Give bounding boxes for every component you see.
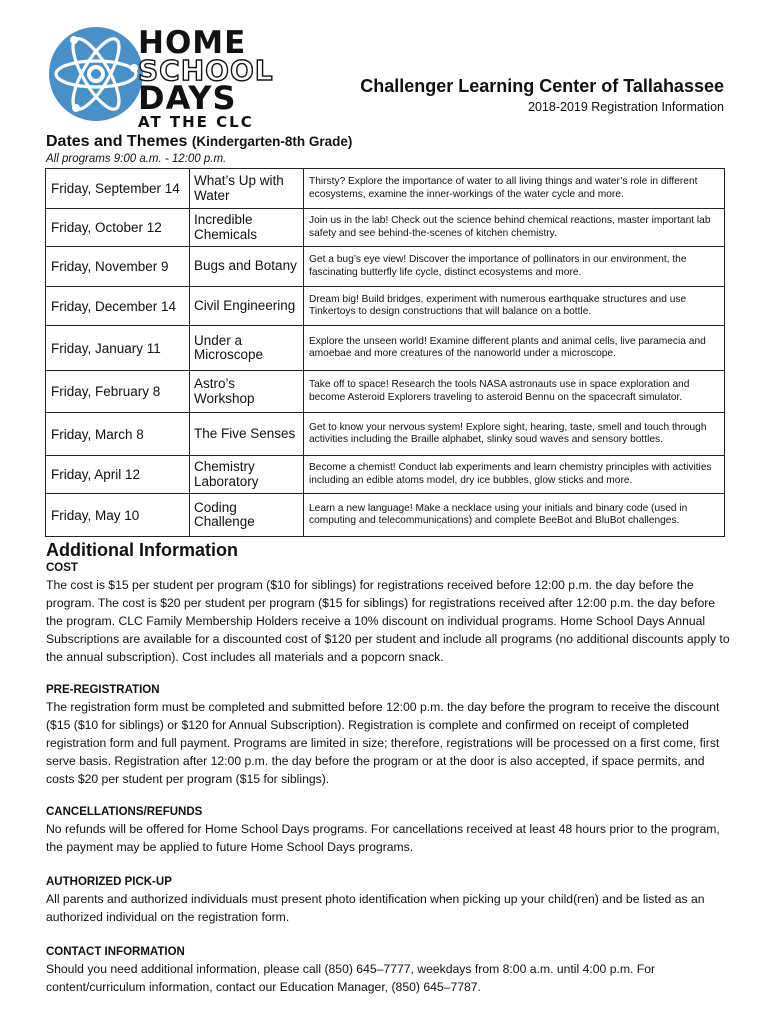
logo-line-school: SCHOOL [138, 54, 274, 87]
section-title: CONTACT INFORMATION [46, 946, 185, 958]
program-theme: Chemistry Laboratory [190, 456, 304, 494]
table-row [46, 287, 725, 326]
program-theme: What’s Up with Water [190, 169, 304, 209]
table-row [46, 371, 725, 413]
program-date: Friday, March 8 [46, 413, 190, 456]
program-theme: Civil Engineering [190, 287, 304, 326]
program-date: Friday, February 8 [46, 371, 190, 413]
program-date: Friday, November 9 [46, 247, 190, 287]
schedule-table [45, 168, 725, 537]
cost-section [46, 562, 730, 666]
logo-wordmark [138, 25, 274, 131]
section-body: The registration form must be completed and submitted before 12:00 p.m. the day before the program to receive the discount ($15 ($10 for siblings) or $120 for Annual Subscription). Registration is complete and confirmed on receipt of completed registration form and full payment. Programs are limited in size; therefore, registrations will be processed on a first come, first serve basis. Registration after 12:00 p.m. the day before the program or at the door is also accepted, if space permits, and costs $20 per student per program ($15 for siblings). [46, 700, 720, 786]
program-description: Learn a new language! Make a necklace using your initials and binary code (used in computing and telecommunications) and complete BeeBot and BluBot challenges. [304, 494, 725, 537]
table-row [46, 456, 725, 494]
contact-section [46, 946, 730, 996]
program-theme: Under a Microscope [190, 326, 304, 371]
table-row [46, 413, 725, 456]
table-row [46, 494, 725, 537]
program-date: Friday, January 11 [46, 326, 190, 371]
organization-title: Challenger Learning Center of Tallahassee [360, 76, 724, 96]
pre-registration-section [46, 684, 730, 788]
section-body: Should you need additional information, please call (850) 645–7777, weekdays from 8:00 a.m. until 4:00 p.m. For content/curriculum information, contact our Education Manager, (850) 645–7787. [46, 962, 656, 994]
section-title: AUTHORIZED PICK-UP [46, 876, 172, 888]
program-date: Friday, October 12 [46, 209, 190, 247]
program-theme: Incredible Chemicals [190, 209, 304, 247]
section-body: No refunds will be offered for Home School Days programs. For cancellations received at least 48 hours prior to the program, the payment may be applied to future Home School Days programs. [46, 822, 720, 854]
program-description: Become a chemist! Conduct lab experiments and learn chemistry principles with activities including an edible atoms model, dry ice bubbles, glow sticks and more. [304, 456, 725, 494]
dates-heading [46, 133, 352, 151]
authorized-pickup-section [46, 876, 730, 926]
program-theme: Bugs and Botany [190, 247, 304, 287]
program-description: Get to know your nervous system! Explore sight, hearing, taste, smell and touch through activities including the Braille alphabet, slinky soud waves and sensory bottles. [304, 413, 725, 456]
program-date: Friday, December 14 [46, 287, 190, 326]
program-description: Get a bug’s eye view! Discover the importance of pollinators in our environment, the fascinating butterfly life cycle, distinct ecosystems and more. [304, 247, 725, 287]
logo-line-home: HOME [138, 25, 247, 61]
section-title: COST [46, 562, 78, 574]
table-row [46, 169, 725, 209]
program-theme: Coding Challenge [190, 494, 304, 537]
table-row [46, 209, 725, 247]
additional-info-heading: Additional Information [46, 540, 238, 560]
logo-line-clc: AT THE CLC [138, 113, 254, 131]
section-body: All parents and authorized individuals must present photo identification when picking up your child(ren) and be listed as an authorized individual on the registration form. [46, 892, 705, 924]
program-hours-note: All programs 9:00 a.m. - 12:00 p.m. [46, 153, 227, 165]
dates-heading-text: Dates and Themes [46, 133, 188, 150]
section-title: PRE-REGISTRATION [46, 684, 160, 696]
grade-range: (Kindergarten-8th Grade) [191, 134, 353, 149]
program-theme: The Five Senses [190, 413, 304, 456]
program-description: Thirsty? Explore the importance of water to all living things and water’s role in different ecosystems, examine the inner-workings of the water cycle and more. [304, 169, 725, 209]
program-theme: Astro’s Workshop [190, 371, 304, 413]
logo-line-days: DAYS [138, 79, 237, 117]
program-description: Explore the unseen world! Examine different plants and animal cells, live paramecia and amoebae and more creatures of the nanoworld under a microscope. [304, 326, 725, 371]
table-row [46, 247, 725, 287]
section-body: The cost is $15 per student per program ($10 for siblings) for registrations received before 12:00 p.m. the day before the program. The cost is $20 per student per program ($15 for siblings) for registrations received after 12:00 p.m. the day before the program. CLC Family Membership Holders receive a 10% discount on individual programs. Home School Days Annual Subscriptions are available for a discounted cost of $120 per student and include all programs (no additional discounts apply to the annual subscription). Cost includes all materials and a popcorn snack. [46, 578, 730, 664]
atom-icon [46, 24, 146, 124]
program-date: Friday, April 12 [46, 456, 190, 494]
program-date: Friday, May 10 [46, 494, 190, 537]
cancellations-section [46, 806, 730, 856]
home-school-days-logo [46, 24, 306, 131]
program-description: Dream big! Build bridges, experiment with numerous earthquake structures and use Tinkertoys to design constructions that will balance on a bottle. [304, 287, 725, 326]
section-title: CANCELLATIONS/REFUNDS [46, 806, 203, 818]
program-date: Friday, September 14 [46, 169, 190, 209]
table-row [46, 326, 725, 371]
registration-subtitle: 2018-2019 Registration Information [528, 100, 724, 114]
program-description: Take off to space! Research the tools NASA astronauts use in space exploration and become Asteroid Explorers traveling to asteroid Bennu on the spacecraft simulator. [304, 371, 725, 413]
program-description: Join us in the lab! Check out the science behind chemical reactions, master important lab safety and see behind-the-scenes of kitchen chemistry. [304, 209, 725, 247]
